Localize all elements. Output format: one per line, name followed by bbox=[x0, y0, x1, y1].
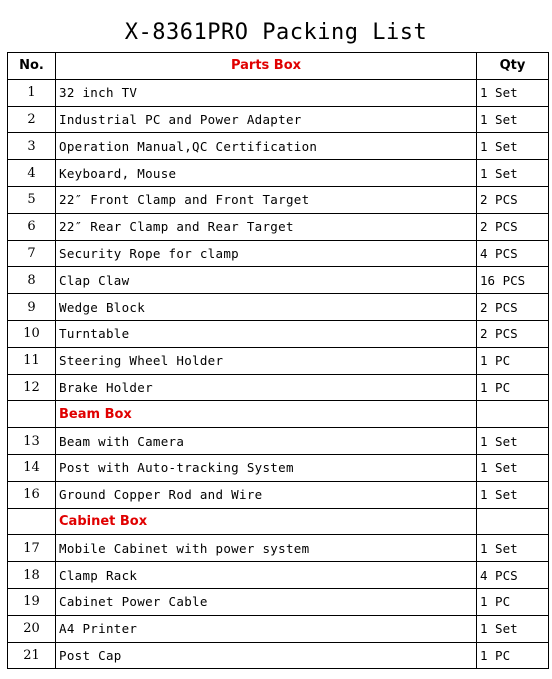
item-number: 12 bbox=[8, 374, 56, 401]
item-quantity: 16 PCS bbox=[477, 267, 549, 294]
table-row bbox=[8, 160, 549, 187]
item-quantity: 1 PC bbox=[477, 374, 549, 401]
section-row bbox=[8, 508, 549, 535]
table-row bbox=[8, 106, 549, 133]
item-name: Steering Wheel Holder bbox=[56, 347, 477, 374]
table-row bbox=[8, 240, 549, 267]
item-name: Post Cap bbox=[56, 642, 477, 669]
item-number: 3 bbox=[8, 133, 56, 160]
item-quantity: 1 Set bbox=[477, 481, 549, 508]
table-row bbox=[8, 535, 549, 562]
table-header-row bbox=[8, 53, 549, 80]
item-number: 6 bbox=[8, 213, 56, 240]
page-title: X-8361PRO Packing List bbox=[124, 20, 428, 45]
item-name: Industrial PC and Power Adapter bbox=[56, 106, 477, 133]
section-empty-cell bbox=[8, 508, 56, 535]
header-no: No. bbox=[8, 53, 56, 80]
item-quantity: 1 Set bbox=[477, 160, 549, 187]
item-name: A4 Printer bbox=[56, 615, 477, 642]
item-number: 9 bbox=[8, 294, 56, 321]
table-row bbox=[8, 562, 549, 589]
item-name: Beam with Camera bbox=[56, 428, 477, 455]
item-quantity: 1 Set bbox=[477, 428, 549, 455]
item-quantity: 2 PCS bbox=[477, 320, 549, 347]
table-row bbox=[8, 374, 549, 401]
item-name: Clap Claw bbox=[56, 267, 477, 294]
item-number: 18 bbox=[8, 562, 56, 589]
item-quantity: 1 Set bbox=[477, 79, 549, 106]
item-quantity: 4 PCS bbox=[477, 562, 549, 589]
table-row bbox=[8, 588, 549, 615]
table-row bbox=[8, 347, 549, 374]
item-number: 14 bbox=[8, 454, 56, 481]
item-number: 1 bbox=[8, 79, 56, 106]
section-empty-cell bbox=[8, 401, 56, 428]
item-quantity: 4 PCS bbox=[477, 240, 549, 267]
item-name: Security Rope for clamp bbox=[56, 240, 477, 267]
table-row bbox=[8, 213, 549, 240]
item-quantity: 2 PCS bbox=[477, 294, 549, 321]
section-empty-cell bbox=[477, 508, 549, 535]
section-row bbox=[8, 401, 549, 428]
item-number: 4 bbox=[8, 160, 56, 187]
item-quantity: 1 PC bbox=[477, 347, 549, 374]
table-row bbox=[8, 79, 549, 106]
item-name: Clamp Rack bbox=[56, 562, 477, 589]
item-number: 16 bbox=[8, 481, 56, 508]
table-row bbox=[8, 186, 549, 213]
table-row bbox=[8, 133, 549, 160]
item-name: Mobile Cabinet with power system bbox=[56, 535, 477, 562]
table-row bbox=[8, 267, 549, 294]
table-row bbox=[8, 454, 549, 481]
item-number: 21 bbox=[8, 642, 56, 669]
item-quantity: 1 Set bbox=[477, 133, 549, 160]
item-number: 19 bbox=[8, 588, 56, 615]
item-name: Turntable bbox=[56, 320, 477, 347]
item-name: 32 inch TV bbox=[56, 79, 477, 106]
item-name: Operation Manual,QC Certification bbox=[56, 133, 477, 160]
item-name: 22″ Front Clamp and Front Target bbox=[56, 186, 477, 213]
table-row bbox=[8, 320, 549, 347]
item-quantity: 2 PCS bbox=[477, 186, 549, 213]
table-body bbox=[8, 79, 549, 669]
item-number: 8 bbox=[8, 267, 56, 294]
item-name: Brake Holder bbox=[56, 374, 477, 401]
item-quantity: 1 PC bbox=[477, 642, 549, 669]
item-quantity: 1 Set bbox=[477, 535, 549, 562]
section-title: Beam Box bbox=[56, 401, 477, 428]
item-quantity: 1 PC bbox=[477, 588, 549, 615]
header-qty: Qty bbox=[477, 53, 549, 80]
table-row bbox=[8, 615, 549, 642]
item-number: 13 bbox=[8, 428, 56, 455]
item-name: Ground Copper Rod and Wire bbox=[56, 481, 477, 508]
item-quantity: 1 Set bbox=[477, 106, 549, 133]
item-number: 20 bbox=[8, 615, 56, 642]
table-row bbox=[8, 294, 549, 321]
header-parts-box: Parts Box bbox=[56, 53, 477, 80]
item-name: Post with Auto-tracking System bbox=[56, 454, 477, 481]
item-number: 7 bbox=[8, 240, 56, 267]
item-name: 22″ Rear Clamp and Rear Target bbox=[56, 213, 477, 240]
item-quantity: 1 Set bbox=[477, 454, 549, 481]
table-row bbox=[8, 428, 549, 455]
item-number: 11 bbox=[8, 347, 56, 374]
item-quantity: 2 PCS bbox=[477, 213, 549, 240]
item-number: 17 bbox=[8, 535, 56, 562]
item-number: 5 bbox=[8, 186, 56, 213]
table-row bbox=[8, 481, 549, 508]
packing-list-table bbox=[7, 52, 549, 669]
item-number: 10 bbox=[8, 320, 56, 347]
item-name: Wedge Block bbox=[56, 294, 477, 321]
item-name: Cabinet Power Cable bbox=[56, 588, 477, 615]
item-number: 2 bbox=[8, 106, 56, 133]
section-title: Cabinet Box bbox=[56, 508, 477, 535]
table-row bbox=[8, 642, 549, 669]
item-quantity: 1 Set bbox=[477, 615, 549, 642]
item-name: Keyboard, Mouse bbox=[56, 160, 477, 187]
section-empty-cell bbox=[477, 401, 549, 428]
